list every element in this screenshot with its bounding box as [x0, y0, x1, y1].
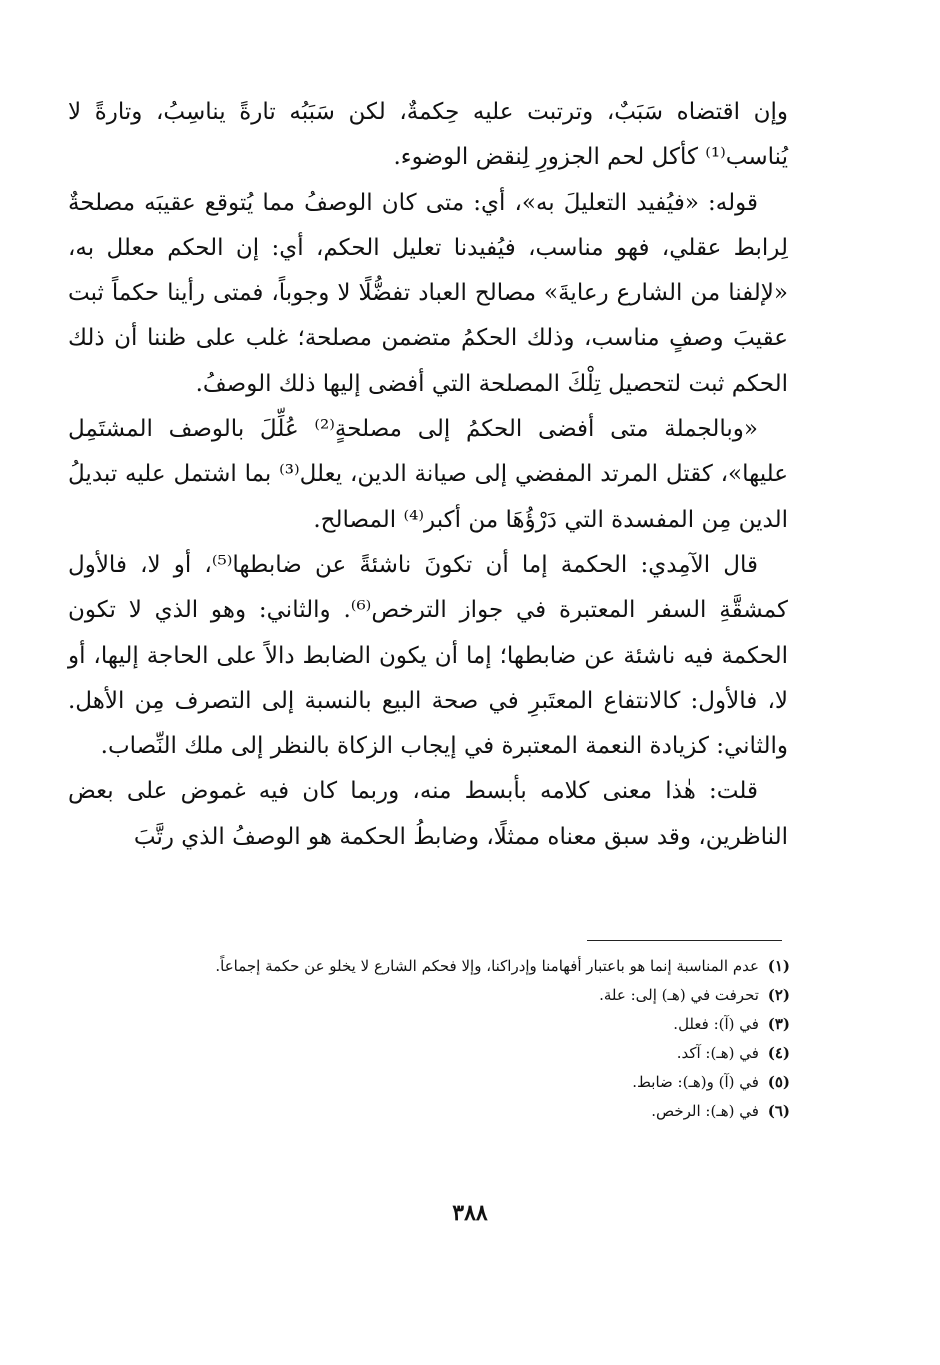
footnote-item [150, 1068, 790, 1097]
footnote-number: (٦) [767, 1102, 790, 1120]
paragraph: وإن اقتضاه سَبَبٌ، وترتبت عليه حِكمةٌ، لكن سَبَبُه تارةً يناسِبُ، وتارةً لا يُناسب⁽¹⁾ كأكل لحم الجزورِ لِنقض الوضوء. [68, 99, 788, 171]
footnote-text: في (آ) و(هـ): ضابط. [632, 1073, 759, 1091]
footnote-item [150, 1010, 790, 1039]
footnote-number: (٤) [767, 1044, 790, 1062]
footnote-text: عدم المناسبة إنما هو باعتبار أفهامنا وإدراكنا، وإلا فحكم الشارع لا يخلو عن حكمة إجماعاً. [215, 957, 759, 975]
footnote-item [150, 952, 790, 981]
paragraph: قال الآمِدي: الحكمة إما أن تكونَ ناشئةً عن ضابطها⁽⁵⁾، أو لا، فالأول كمشقَّةِ السفر المعتبرة في جواز الترخص⁽⁶⁾. والثاني: وهو الذي لا تكون الحكمة فيه ناشئة عن ضابطها؛ إما أن يكون الضابط دالاً على الحاجة إليها، أو لا، فالأول: كالانتفاع المعتَبرِ في صحة البيع بالنسبة إلى التصرف مِن الأهل. والثاني: كزيادة النعمة المعتبرة في إيجاب الزكاة بالنظر إلى ملك النِّصاب. [68, 551, 788, 760]
paragraph: قلت: هٰذا معنى كلامه بأبسط منه، وربما كان فيه غموض على بعض الناظرين، وقد سبق معناه ممثلًا، وضابطُ الحكمة هو الوصفُ الذي رتَّبَ [68, 778, 788, 850]
page-number: ٣٨٨ [452, 1200, 488, 1226]
footnote-text: في (هـ): آكد. [676, 1044, 759, 1062]
footnote-number: (٢) [767, 986, 790, 1004]
paragraph: قوله: «فيُفيد التعليلَ به»، أي: متى كان الوصفُ مما يُتوقع عقيبَه مصلحةٌ لِرابط عقلي، فهو مناسب، فيُفيدنا تعليل الحكم، أي: إن الحكم معلل به، «لإلفنا من الشارع رعايةَ» مصالح العباد تفضُّلًا لا وجوباً، فمتى رأينا حكماً ثبت عقيبَ وصفٍ مناسب، وذلك الحكمُ متضمن مصلحة؛ غلب على ظننا أن ذلك الحكم ثبت لتحصيل تِلْكَ المصلحة التي أفضى إليها ذلك الوصفُ. [68, 189, 788, 397]
footnote-number: (٥) [767, 1073, 790, 1091]
footnote-divider [587, 940, 782, 941]
footnotes-section [150, 952, 790, 1126]
main-text-body [68, 90, 788, 860]
footnote-number: (١) [767, 957, 790, 975]
footnote-text: في (هـ): الرخص. [651, 1102, 759, 1120]
footnote-item [150, 981, 790, 1010]
footnote-text: في (آ): فعلل. [673, 1015, 759, 1033]
footnote-item [150, 1039, 790, 1068]
footnote-item [150, 1097, 790, 1126]
paragraph: «وبالجملة متى أفضى الحكمُ إلى مصلحةٍ⁽²⁾ عُلِّلَ بالوصف المشتَمِل عليها»، كقتل المرتد المفضي إلى صيانة الدين، يعلل⁽³⁾ بما اشتمل عليه تبديلُ الدين مِن المفسدة التي دَرْؤُهَا من أكبر⁽⁴⁾ المصالح. [68, 416, 788, 533]
footnote-number: (٣) [767, 1015, 790, 1033]
footnote-text: تحرفت في (هـ) إلى: علة. [599, 986, 759, 1004]
